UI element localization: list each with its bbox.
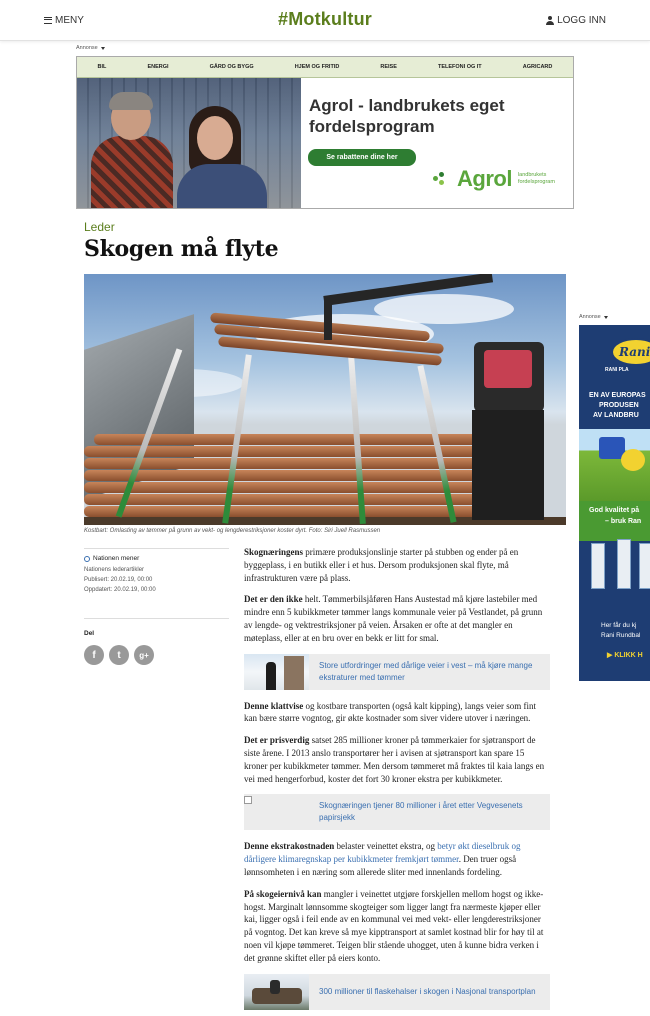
share-section [84,618,229,665]
agrol-logo-word: Agrol [457,166,512,191]
article-kicker[interactable]: Leder [84,220,115,234]
paragraph: Det er prisverdig satset 285 millioner kroner på tømmerkaier for sjøtransport de siste årene. I 2013 anslo transportører her i avisen at sjøtransport kan spare 15 kroner per kubikkmeter tømmer. Men dersom tømmeret må fraktes til kaia langs en vei med hengerforbud, koster det fort 30 kroner ekstra per kubikkmeter. [244,735,545,784]
related-link-3[interactable]: 300 millioner til flaskehalser i skogen i Nasjonal transportplan [319,986,536,996]
source-icon [84,556,90,562]
chevron-down-icon [101,47,105,50]
facebook-icon[interactable]: f [84,645,104,665]
ad-nav-item[interactable]: HJEM OG FRITID [294,64,340,70]
ad-nav-item[interactable]: BIL [97,64,107,70]
chevron-down-icon [604,316,608,319]
meta-series[interactable]: Nationens lederartikler [84,567,145,573]
paragraph: Denne klattvise og kostbare transporten (også kalt kipping), langs veier som fint kan bære større vogntog, gir økte kostnader som siver videre utover i næringen. [244,700,536,724]
twitter-icon[interactable]: t [109,645,129,665]
menu-label: MENY [55,15,84,26]
ad-side-cta[interactable]: ▶ KLIKK H [607,652,643,659]
article-title: Skogen må flyte [84,236,279,262]
related-article-1[interactable] [244,654,550,690]
ad-label-text: Annonse [76,45,98,51]
related-article-2[interactable] [244,794,550,830]
ad-nav-item[interactable]: AGRICARD [522,64,553,70]
agrol-dots-icon [433,172,453,186]
agrol-logo [433,166,555,192]
hero-caption: Kostbart: Omlasting av tømmer på grunn av vekt- og lengderestriksjoner koster dyrt. Foto: Siri Juell Rasmussen [84,528,381,534]
broken-image-icon [244,794,309,830]
article-meta [84,548,229,595]
related-thumbnail [244,974,309,1010]
agrol-logo-sub: landbrukets fordelsprogram [517,172,555,185]
side-skyscraper-ad[interactable] [579,325,650,681]
share-label: Del [84,630,95,637]
ad-side-green-text-1: God kvalitet på [589,507,640,514]
ad-label-top[interactable] [76,45,105,51]
meta-updated: Oppdatert: 20.02.19, 00:00 [84,587,156,593]
paragraph: Denne ekstrakostnaden belaster veinettet ekstra, og betyr økt dieselbruk og dårligere klimaregnskap per kubikkmeter fremkjørt tømmer. Den truer også lønnsomheten i en næring som allerede sliter med innenlands fordeling. [244,841,521,877]
article-body [244,546,550,1016]
ad-label-side[interactable] [579,314,608,320]
inline-link[interactable]: betyr økt dieselbruk og dårligere klimaregnskap per kubikkmeter fremkjørt tømmer [244,841,521,865]
ad-nav-item[interactable]: TELEFONI OG IT [437,64,482,70]
ad-side-green-text-2: – bruk Ran [605,518,642,525]
ad-nav-item[interactable]: ENERGI [147,64,169,70]
paragraph: Det er den ikke helt. Tømmerbilsjåføren Hans Austestad må kjøre lastebiler med mindre enn 5 kubikkmeter tømmer langs kommunale veier på Vestlandet, på grunn av lengde- og vektrestriksjoner på veien. Årsaken er ofte at det mangler en møteplass, eller at en bru over en bekk er litt for smal. [244,594,543,643]
google-plus-icon[interactable]: g+ [134,645,154,665]
meta-published: Publisert: 20.02.19, 00:00 [84,577,153,583]
related-article-3[interactable] [244,974,550,1010]
hero-image [84,274,566,525]
login-label: LOGG INN [557,15,606,26]
paragraph: Skognæringens primære produksjonslinje starter på stubben og ender på en byggeplass, i en butikk eller i et hus. Dersom produksjonen skal flyte, må infrastrukturen være på plass. [244,547,519,583]
related-link-1[interactable]: Store utfordringer med dårlige veier i vest – må kjøre mange ekstraturer med tømmer [319,660,533,682]
source-label: Nationen mener [93,555,140,562]
paragraph: På skogeiernivå kan mangler i veinettet utgjøre forskjellen mellom hogst og ikke-hogst. Marginalt lønnsomme skogteiger som ligger langt fra nærmeste kjøper eller kai, ligger også i feil ende av en kommunal vei med vekt- eller lengderestriksjoner på vogntog. Det kan kreve så mye kipptransport at samlet kostnad blir for høy til at noen vil kjøpe tømmeret. Teigen blir stående uhogget, uten å kunne bidra verken i det grønne skiftet eller på eiers konto. [244,888,544,963]
ad-side-body-text: Her får du kj Rani Rundbal [601,622,641,639]
related-link-2[interactable]: Skognæringen tjener 80 millioner i året etter Vegvesenets papirsjekk [319,801,523,823]
ad-cta-button[interactable]: Se rabattene dine her [308,149,416,166]
ad-headline: Agrol - landbrukets eget fordelsprogram [309,96,505,136]
ad-side-headline: EN AV EUROPAS PRODUSEN AV LANDBRU [589,392,646,419]
ad-nav-item[interactable]: GÅRD OG BYGG [209,64,254,70]
ad-side-subtitle: RANI PLA [605,367,629,373]
related-thumbnail [244,654,309,690]
rani-logo: Rani [611,338,650,366]
ad-category-nav [77,57,573,78]
user-icon [546,16,554,25]
top-banner-ad[interactable] [76,56,574,209]
login-button[interactable] [546,15,606,26]
site-logo[interactable]: #Motkultur [278,9,372,29]
ad-nav-item[interactable]: REISE [380,64,397,70]
ad-label-text: Annonse [579,314,601,320]
ad-farmers-photo [77,78,301,209]
top-navigation-bar [0,0,650,41]
article-source[interactable] [84,555,229,562]
